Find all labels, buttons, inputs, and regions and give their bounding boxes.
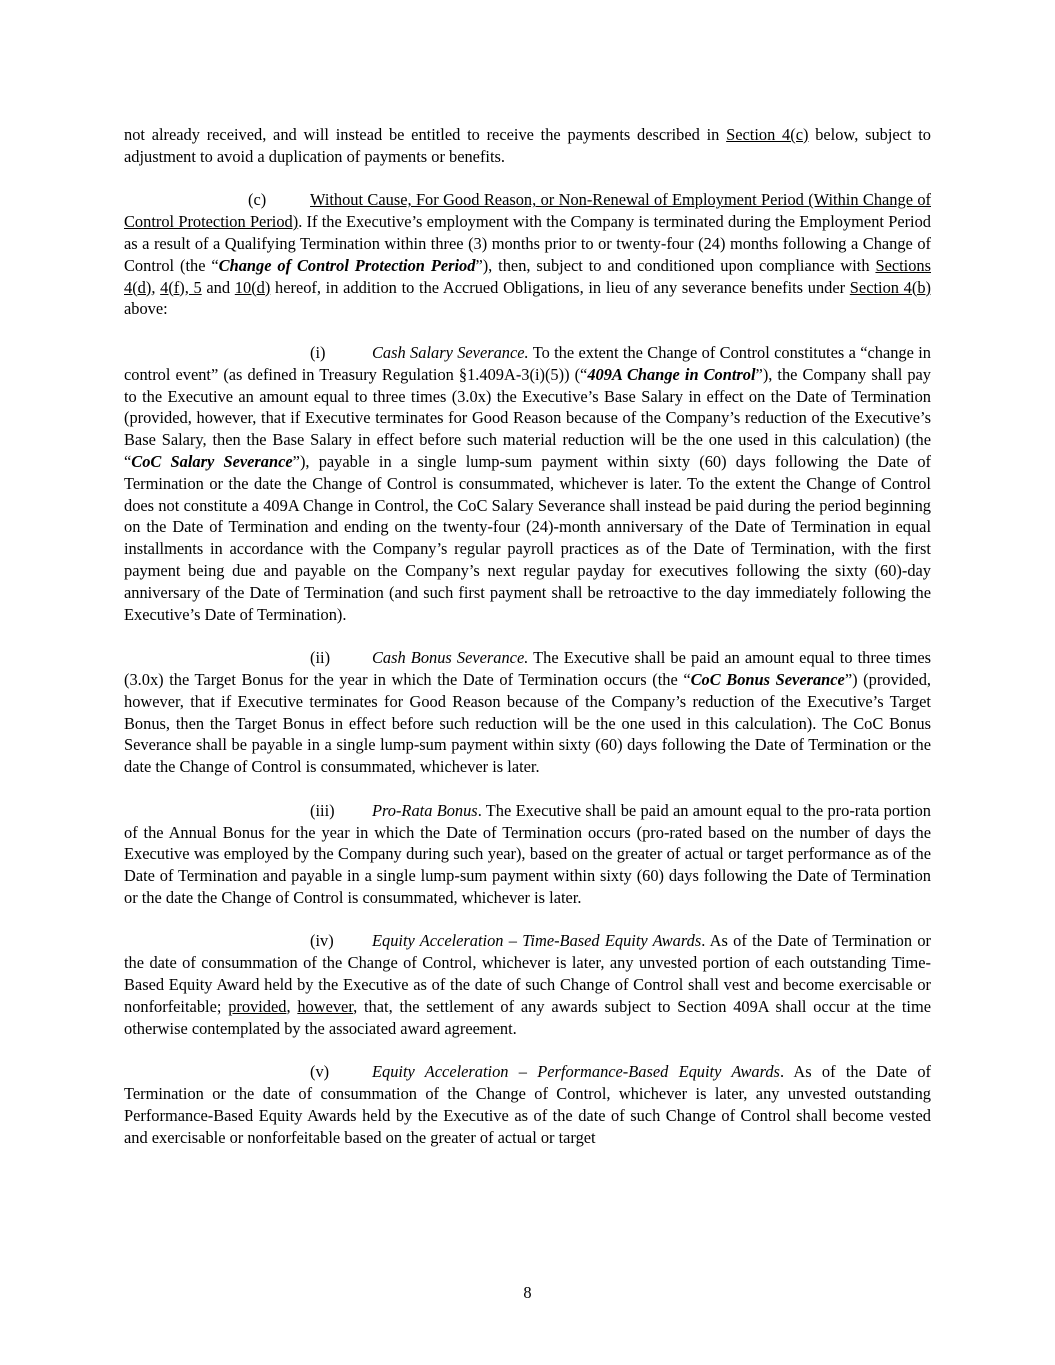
item-heading: Pro-Rata Bonus <box>372 800 478 820</box>
text: . As of the Date of Termination or the date of consummation of the Change of Control, whichever is later, any unvested outstanding Performance-Based Equity Awards held by the Executive as of the date of such Change of Control shall become vested and exercisable or nonforfeitable based on the greater of actual or target <box>124 1062 931 1147</box>
text: , <box>151 277 161 297</box>
section-heading-cont: Control Protection Period) <box>124 212 299 232</box>
item-ii-paragraph <box>124 647 931 778</box>
item-heading: Cash Bonus Severance. <box>372 648 529 668</box>
text: To the extent the Change of Control constitutes a “change in control event” (as defined in Treasury Regulation §1.409A-3(i)(5)) (“ <box>124 342 931 384</box>
text: not already received, and will instead be entitled to receive the payments described in <box>124 125 727 144</box>
item-heading: Equity Acceleration – Performance-Based Equity Awards <box>372 1062 780 1082</box>
text: ”), then, subject to and conditioned upon compliance with <box>475 255 876 275</box>
item-label: (iii) <box>310 800 335 820</box>
item-iv-paragraph <box>124 930 931 1039</box>
section-reference: 4(f), 5 <box>160 277 202 297</box>
text: The Executive shall be paid an amount equal to three times (3.0x) the Target Bonus for the year in which the Date of Termination occurs (the “ <box>124 648 931 689</box>
text: and <box>201 277 235 297</box>
underlined-word: provided <box>228 996 287 1016</box>
page-body <box>124 124 931 1170</box>
page-number: 8 <box>523 1283 532 1302</box>
text: above: <box>124 299 168 319</box>
text: , that, the settlement of any awards subject to Section 409A shall occur at the time otherwise contemplated by the associated award agreement. <box>124 996 931 1038</box>
defined-term: CoC Bonus Severance <box>690 669 845 689</box>
text: . The Executive shall be paid an amount equal to the pro-rata portion of the Annual Bonus for the year in which the Date of Termination occurs (pro-rated based on the number of days the Executive was employed by the Company during such year), based on the greater of actual or target performance as of the Date of Termination and payable in a single lump-sum payment within sixty (60) days following the Date of Termination or the date the Change of Control is consummated, whichever is later. <box>124 800 931 907</box>
item-heading: Equity Acceleration – Time-Based Equity Awards <box>372 931 702 951</box>
item-label: (ii) <box>310 648 331 668</box>
text: ”) (provided, however, that if Executive terminates for Good Reason because of the Company’s reduction of the Executive’s Target Bonus, then the Target Bonus in effect before such reduction will be the one used in this calculation). The CoC Bonus Severance shall be payable in a single lump-sum payment within sixty (60) days following the Date of Termination or the date the Change of Control is consummated, whichever is later. <box>124 669 931 777</box>
defined-term: 409A Change in Control <box>587 364 756 384</box>
item-label: (iv) <box>310 931 334 951</box>
section-heading: Without Cause, For Good Reason, or Non-Renewal of Employment Period (Within Change of <box>310 190 931 210</box>
section-reference: Section 4(b) <box>849 277 931 297</box>
item-label: (i) <box>310 342 326 362</box>
text: hereof, in addition to the Accrued Obligations, in lieu of any severance benefits under <box>270 277 850 297</box>
defined-term: CoC Salary Severance <box>131 451 293 471</box>
defined-term: Change of Control Protection Period <box>218 255 476 275</box>
item-heading: Cash Salary Severance. <box>372 342 529 362</box>
text: . If the Executive’s employment with the Company is terminated during the Employment Period as a result of a Qualifying Termination within three (3) months prior to or twenty-four (24) months following a Change of Control (the “ <box>124 212 931 275</box>
section-reference: Sections 4(d) <box>124 255 931 297</box>
text: ”), payable in a single lump-sum payment within sixty (60) days following the Date of Termination or the date the Change of Control is consummated, whichever is later. To the extent the Change of Control does not constitute a 409A Change in Control, the CoC Salary Severance shall instead be paid during the period beginning on the Date of Termination and ending on the twenty-four (24)-month anniversary of the Date of Termination in equal installments in accordance with the Company’s regular payroll practices as of the Date of Termination, with the first payment being due and payable on the Company’s next regular payday for executives following the sixty (60)-day anniversary of the Date of Termination (and such first payment shall be retroactive to the day immediately following the Executive’s Date of Termination). <box>124 451 931 624</box>
text: , <box>286 996 298 1016</box>
section-c-paragraph <box>124 189 931 320</box>
item-iii-paragraph <box>124 800 931 909</box>
paragraph-continuation <box>124 124 931 168</box>
underlined-word: however <box>297 996 354 1016</box>
item-i-paragraph <box>124 342 931 625</box>
item-v-paragraph <box>124 1061 931 1148</box>
section-reference: 10(d) <box>234 277 271 297</box>
item-label: (v) <box>310 1062 330 1082</box>
text: below, subject to adjustment to avoid a duplication of payments or benefits. <box>124 125 932 166</box>
section-label: (c) <box>248 190 267 210</box>
section-reference: Section 4(c) <box>726 125 809 144</box>
text: ”), the Company shall pay to the Executive an amount equal to three times (3.0x) the Executive’s Base Salary in effect on the Date of Termination (provided, however, that if Executive terminates for Good Reason because of the Company’s reduction of the Executive’s Base Salary, then the Base Salary in effect before such material reduction will be the one used in this calculation) (the “ <box>124 364 931 471</box>
text: . As of the Date of Termination or the date of consummation of the Change of Control, whichever is later, any unvested portion of each outstanding Time-Based Equity Award held by the Executive as of the date of such Change of Control shall vest and become exercisable or nonforfeitable; <box>124 931 931 1016</box>
